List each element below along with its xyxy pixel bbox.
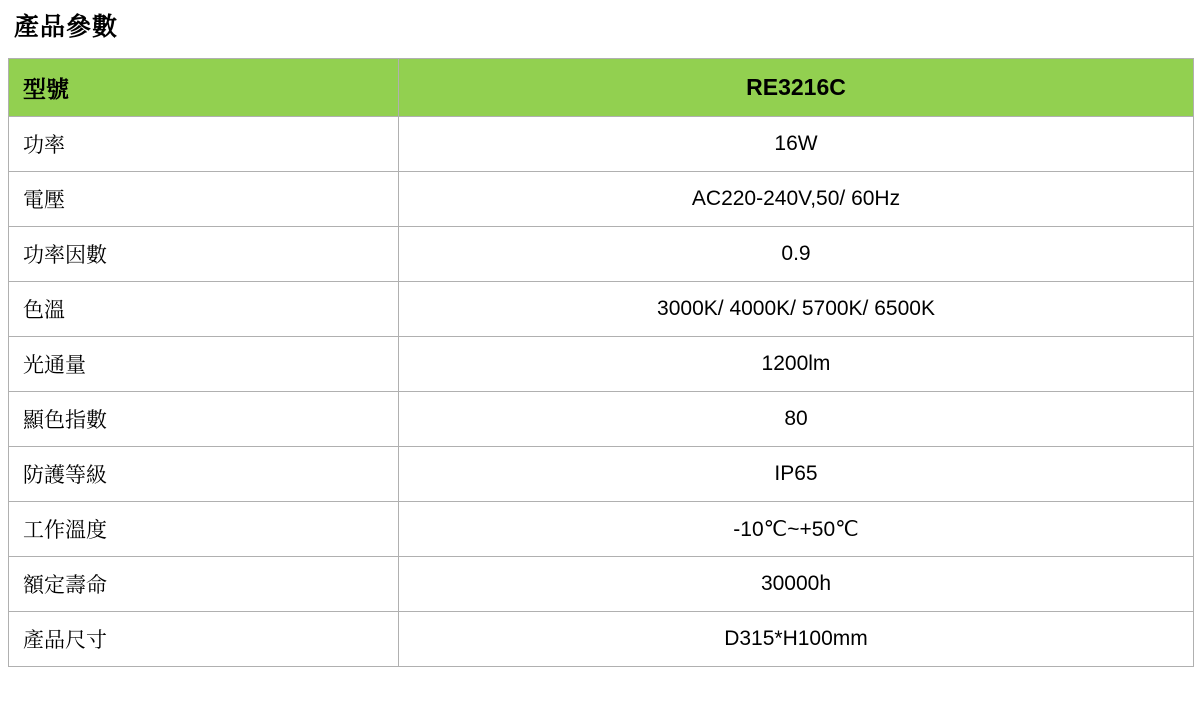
row-value: 80 [399,392,1194,447]
table-header-value: RE3216C [399,59,1194,117]
row-value: IP65 [399,447,1194,502]
row-value: 0.9 [399,227,1194,282]
table-row [9,612,1194,667]
table-body [9,59,1194,667]
table-row [9,557,1194,612]
table-row [9,502,1194,557]
row-value: D315*H100mm [399,612,1194,667]
row-label: 額定壽命 [9,557,399,612]
row-label: 產品尺寸 [9,612,399,667]
row-label: 顯色指數 [9,392,399,447]
row-label: 防護等級 [9,447,399,502]
row-label: 電壓 [9,172,399,227]
page-title: 產品參數 [14,13,119,41]
row-value: -10℃~+50℃ [399,502,1194,557]
row-value: 3000K/ 4000K/ 5700K/ 6500K [399,282,1194,337]
row-label: 工作溫度 [9,502,399,557]
table-row [9,337,1194,392]
table-row [9,392,1194,447]
table-row [9,172,1194,227]
table-row [9,227,1194,282]
row-label: 功率因數 [9,227,399,282]
table-row [9,282,1194,337]
row-value: 16W [399,117,1194,172]
row-label: 功率 [9,117,399,172]
row-value: 1200lm [399,337,1194,392]
table-row [9,117,1194,172]
table-header-label: 型號 [9,59,399,117]
row-label: 色溫 [9,282,399,337]
table-row [9,447,1194,502]
row-label: 光通量 [9,337,399,392]
table-header-row [9,59,1194,117]
row-value: AC220-240V,50/ 60Hz [399,172,1194,227]
row-value: 30000h [399,557,1194,612]
product-specification-table [8,58,1194,667]
